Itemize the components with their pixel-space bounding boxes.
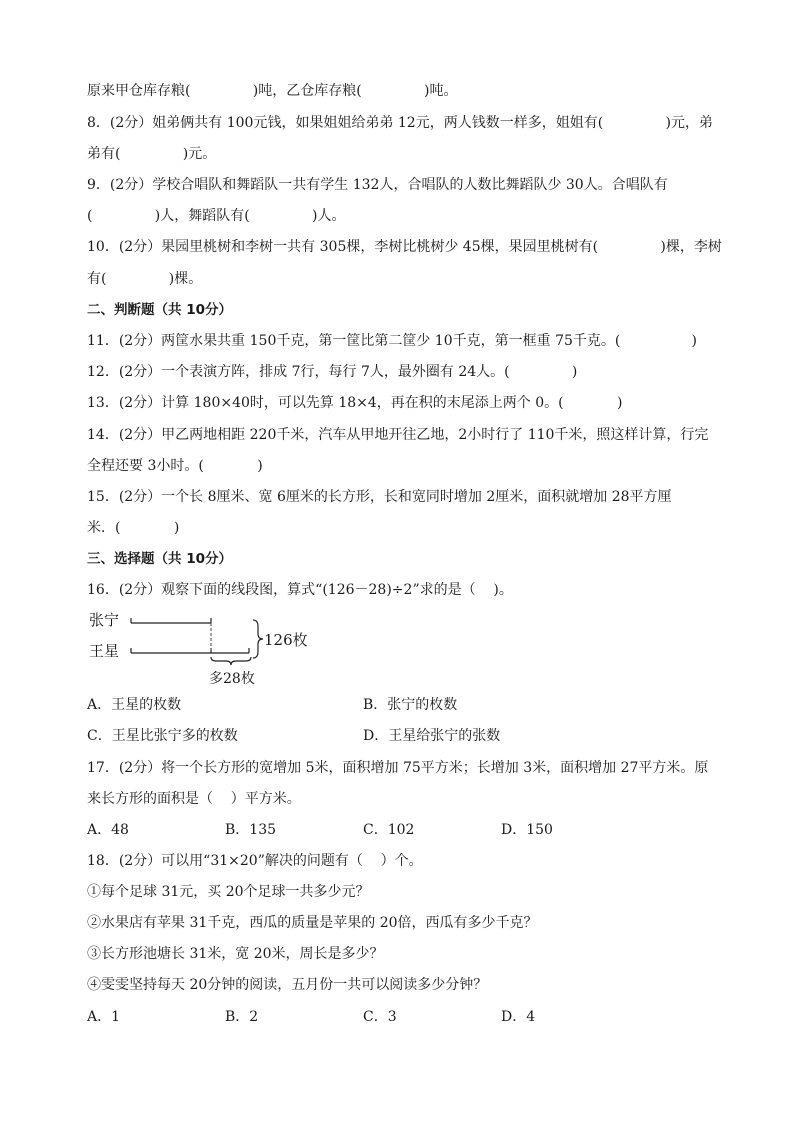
question-14-line-2: 全程还要 3小时。( ) [87, 458, 263, 474]
question-15-line-1: 15．(2分）一个长 8厘米、宽 6厘米的长方形，长和宽同时增加 2厘米，面积就增加 28平方厘 [87, 489, 672, 505]
q16-option-c[interactable]: C．王星比张宁多的枚数 [87, 728, 238, 744]
section-2-heading: 二、判断题（共 10分） [87, 302, 232, 318]
diagram-label-bottom: 王星 [89, 642, 120, 660]
right-brace [253, 620, 263, 658]
q16-option-b[interactable]: B．张宁的枚数 [363, 697, 458, 713]
question-9-line-2: ( )人，舞蹈队有( )人。 [87, 208, 346, 224]
question-17-line-1: 17．(2分）将一个长方形的宽增加 5米，面积增加 75平方米；长增加 3米，面积增加 27平方米。原 [87, 760, 709, 776]
question-8-line-2: 弟有( )元。 [87, 146, 217, 162]
diagram-diff: 多28枚 [209, 671, 255, 687]
question-10-line-1: 10．(2分）果园里桃树和李树一共有 305棵，李树比桃树少 45棵，果园里桃树有( )棵，李树 [87, 239, 722, 255]
line-segment-diagram [87, 604, 327, 690]
question-18: 18．(2分）可以用“31×20”解决的问题有（ ）个。 [87, 853, 423, 869]
question-18-item-3: ③长方形池塘长 31米，宽 20米，周长是多少？ [87, 946, 384, 962]
diagram-total: 126枚 [264, 631, 308, 649]
q16-option-a[interactable]: A．王星的枚数 [87, 697, 182, 713]
section-3-heading: 三、选择题（共 10分） [87, 551, 232, 567]
question-10-line-2: 有( )棵。 [87, 271, 203, 287]
question-13: 13．(2分）计算 180×40时，可以先算 18×4，再在积的末尾添上两个 0。( ) [87, 395, 623, 411]
bottom-brace [211, 657, 251, 665]
question-12: 12．(2分）一个表演方阵，排成 7行，每行 7人，最外圈有 24人。( ) [87, 364, 578, 380]
question-16: 16．(2分）观察下面的线段图，算式“(126－28)÷2”求的是（ )。 [87, 582, 513, 598]
q17-option-d[interactable]: D．150 [501, 822, 553, 838]
q17-option-b[interactable]: B．135 [225, 822, 277, 838]
q18-option-a[interactable]: A．1 [87, 1009, 121, 1025]
question-17-line-2: 来长方形的面积是（ ）平方米。 [87, 791, 301, 807]
question-15-line-2: 米．( ) [87, 520, 180, 536]
q18-option-b[interactable]: B．2 [225, 1009, 259, 1025]
q17-option-c[interactable]: C．102 [363, 822, 415, 838]
q16-option-d[interactable]: D．王星给张宁的张数 [363, 728, 501, 744]
question-18-item-4: ④雯雯坚持每天 20分钟的阅读，五月份一共可以阅读多少分钟？ [87, 977, 488, 993]
question-8-line-1: 8．(2分）姐弟俩共有 100元钱，如果姐姐给弟弟 12元，两人钱数一样多，姐姐有( )元，弟 [87, 115, 713, 131]
question-14-line-1: 14．(2分）甲乙两地相距 220千米，汽车从甲地开往乙地，2小时行了 110千米，照这样计算，行完 [87, 427, 709, 443]
diagram-label-top: 张宁 [89, 611, 120, 629]
question-9-line-1: 9．(2分）学校合唱队和舞蹈队一共有学生 132人，合唱队的人数比舞蹈队少 30人。合唱队有 [87, 177, 668, 193]
question-18-item-1: ①每个足球 31元，买 20个足球一共多少元？ [87, 884, 370, 900]
q18-option-c[interactable]: C．3 [363, 1009, 397, 1025]
line-1: 原来甲仓库存粮( )吨，乙仓库存粮( )吨。 [87, 83, 458, 99]
question-18-item-2: ②水果店有苹果 31千克，西瓜的质量是苹果的 20倍，西瓜有多少千克？ [87, 915, 538, 931]
q17-option-a[interactable]: A．48 [87, 822, 129, 838]
q18-option-d[interactable]: D．4 [501, 1009, 536, 1025]
question-11: 11．(2分）两筐水果共重 150千克，第一筐比第二筐少 10千克，第一框重 75千克。( ) [87, 333, 698, 349]
